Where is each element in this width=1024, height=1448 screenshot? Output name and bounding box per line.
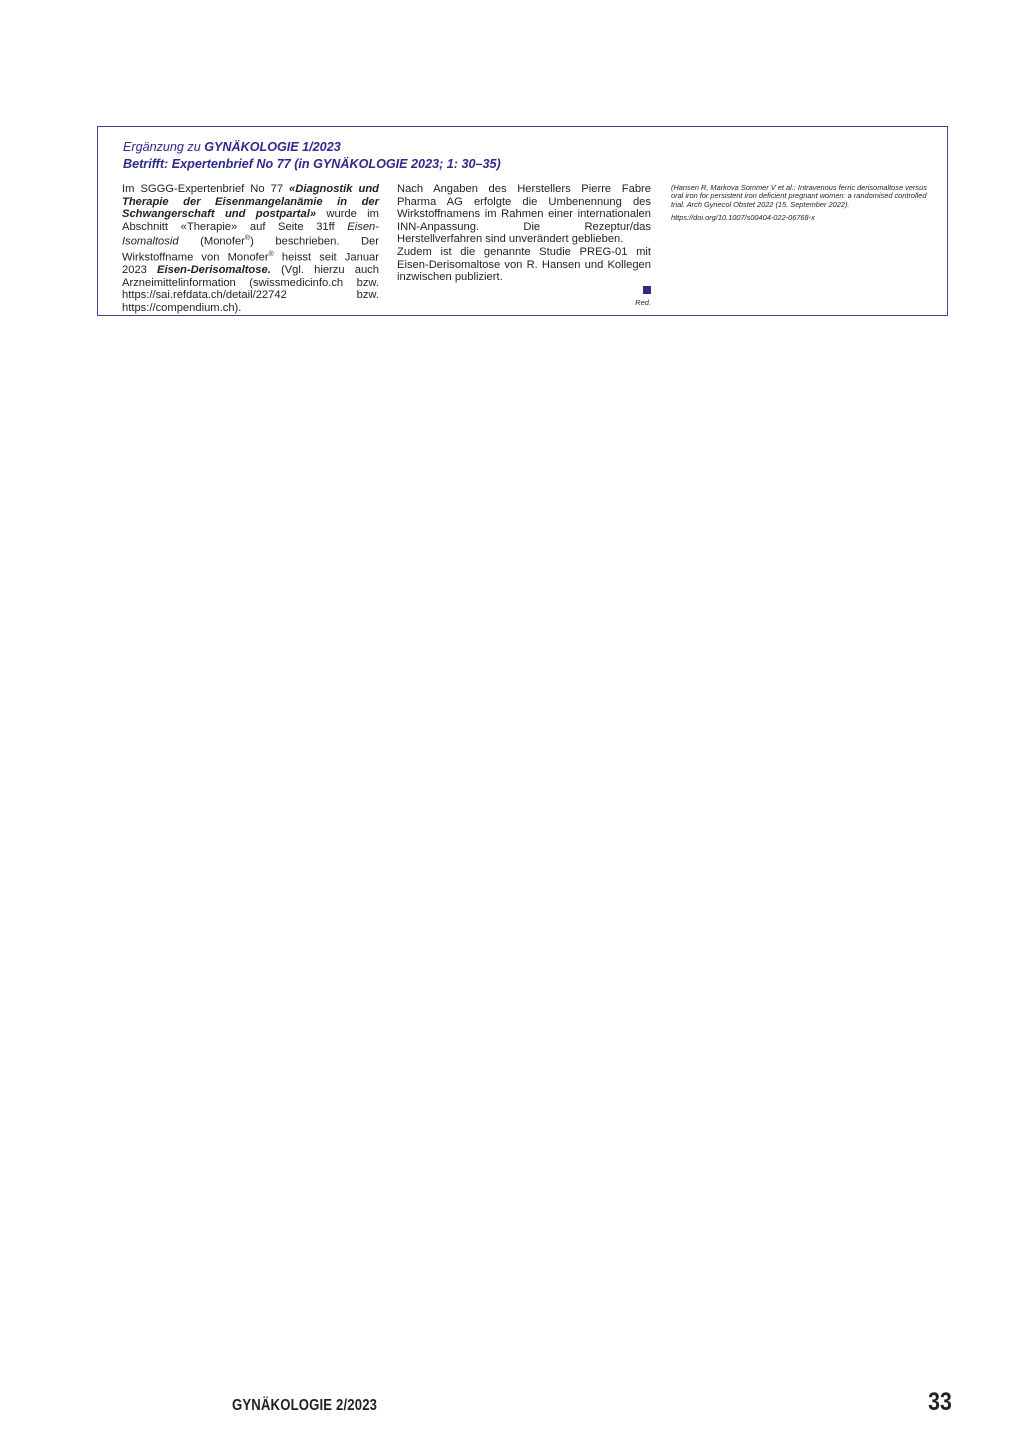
column-2-text [397, 183, 651, 308]
col1-text: Im SGGG-Expertenbrief No 77 [122, 183, 290, 195]
registered-mark: ® [244, 235, 251, 243]
end-mark-row [397, 284, 651, 296]
col2-paragraph-1: Nach Angaben des Herstellers Pierre Fabre Pharma AG erfolgte die Umbenennung des Wirkstoffnamens im Rahmen einer internationalen INN-Anpassung. Die Rezeptur/das Herstellverfahren sind unverändert geblieben. [397, 183, 651, 246]
addendum-heading [123, 139, 501, 173]
page-number: 33 [928, 1388, 952, 1416]
col1-text: heisst seit Januar 2023 [122, 251, 379, 277]
col2-paragraph-2: Zudem ist die genannte Studie PREG-01 mit Eisen-Derisomaltose von R. Hansen und Kollegen inzwischen publiziert. [397, 245, 651, 284]
heading-prefix: Ergänzung zu [123, 140, 205, 154]
col1-text: (Monofer [178, 236, 245, 249]
heading-line-2: Betrifft: Expertenbrief No 77 (in GYNÄKOLOGIE 2023; 1: 30–35) [123, 157, 501, 171]
col1-bold-title: «Diagnostik und Therapie der Eisenmangelanämie in der Schwangerschaft und postpartal» [122, 183, 379, 221]
registered-mark: ® [268, 250, 274, 258]
end-square-icon [643, 286, 651, 294]
col1-text: wurde im Abschnitt «Therapie» auf Seite 31ff [122, 208, 379, 233]
col1-text: (Vgl. hierzu auch Arzneimittelinformation (swissmedicinfo.ch bzw. https://sai.refdata.ch/detail/22742 bzw. https://compendium.ch). [122, 264, 379, 314]
heading-line-1 [123, 139, 501, 156]
col1-italic-term: Eisen-Isomaltosid [122, 220, 379, 249]
addendum-box [97, 126, 948, 316]
column-1-text [122, 183, 379, 314]
col1-text: ) beschrieben. Der Wirkstoffname von Monofer [122, 236, 380, 264]
editor-signature: Red. [635, 297, 651, 307]
column-3-citation [671, 184, 928, 223]
col1-bold-term: Eisen-Derisomaltose. [157, 264, 271, 277]
doi-link[interactable]: https://doi.org/10.1007/s00404-022-06768-x [671, 213, 815, 223]
citation-text: (Hansen R, Markova Sommer V et al.: Intravenous ferric derisomaltose versus oral iron for persistent iron deficient pregnant women: a randomised controlled trial. Arch Gynecol Obstet 2022 (15. September 2022). [671, 183, 927, 209]
heading-issue: GYNÄKOLOGIE 1/2023 [204, 140, 341, 154]
footer-journal-title: GYNÄKOLOGIE 2/2023 [232, 1397, 378, 1414]
